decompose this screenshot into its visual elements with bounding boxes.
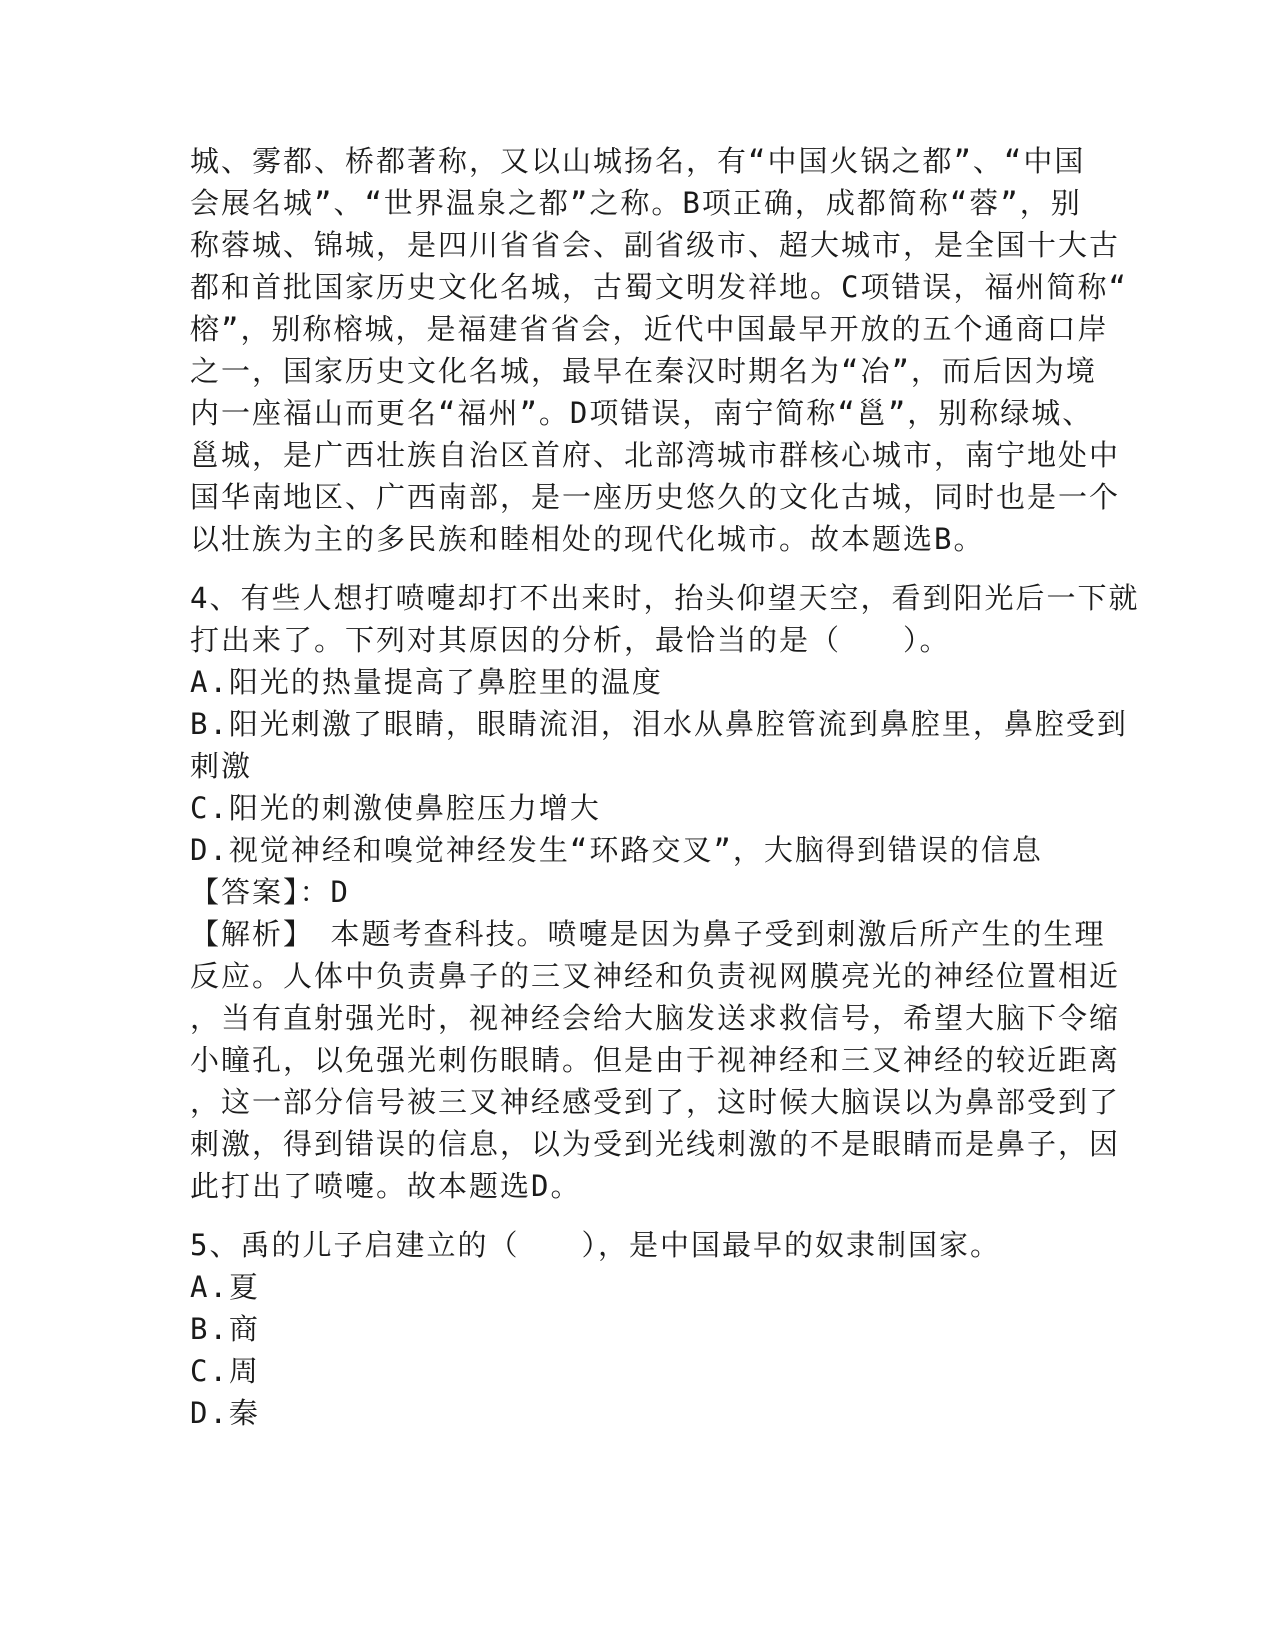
option-b: B.阳光刺激了眼睛，眼睛流泪，泪水从鼻腔管流到鼻腔里，鼻腔受到 [190,707,1128,741]
answer-line: 【答案】：D [190,875,350,909]
option-b-continued: 刺激 [190,749,253,783]
option-d: D.秦 [190,1396,260,1430]
analysis-line: ，当有直射强光时，视神经会给大脑发送求救信号，希望大脑下令缩 [190,1001,1121,1035]
analysis-line: ，这一部分信号被三叉神经感受到了，这时候大脑误以为鼻部受到了 [190,1085,1121,1119]
analysis-line: 反应。人体中负责鼻子的三叉神经和负责视网膜亮光的神经位置相近 [190,959,1121,993]
question-stem: 5、禹的儿子启建立的（ ），是中国最早的奴隶制国家。 [190,1228,1001,1262]
option-c: C.阳光的刺激使鼻腔压力增大 [190,791,601,825]
text-line: 榕”，别称榕城，是福建省省会，近代中国最早开放的五个通商口岸 [190,312,1109,346]
analysis-line: 此打出了喷嚏。故本题选D。 [190,1169,582,1203]
text-line: 称蓉城、锦城，是四川省省会、副省级市、超大城市，是全国十大古 [190,228,1121,262]
option-b: B.商 [190,1312,260,1346]
option-d: D.视觉神经和嗅觉神经发生“环路交叉”，大脑得到错误的信息 [190,833,1043,867]
question-stem: 打出来了。下列对其原因的分析，最恰当的是（ ）。 [190,623,951,657]
analysis-line: 【解析】 本题考查科技。喷嚏是因为鼻子受到刺激后所产生的生理 [190,917,1106,951]
text-line: 国华南地区、广西南部，是一座历史悠久的文化古城，同时也是一个 [190,480,1121,514]
option-a: A.夏 [190,1270,260,1304]
text-line: 之一，国家历史文化名城，最早在秦汉时期名为“冶”，而后因为境 [190,354,1097,388]
option-a: A.阳光的热量提高了鼻腔里的温度 [190,665,663,699]
option-c: C.周 [190,1354,260,1388]
text-line: 城、雾都、桥都著称，又以山城扬名，有“中国火锅之都”、“中国 [190,144,1086,178]
analysis-line: 小瞳孔，以免强光刺伤眼睛。但是由于视神经和三叉神经的较近距离 [190,1043,1121,1077]
text-line: 会展名城”、“世界温泉之都”之称。B项正确，成都简称“蓉”，别 [190,186,1082,220]
text-line: 内一座福山而更名“福州”。D项错误，南宁简称“邕”，别称绿城、 [190,396,1094,430]
text-line: 都和首批国家历史文化名城，古蜀文明发祥地。C项错误，福州简称“ [190,270,1128,304]
analysis-line: 刺激，得到错误的信息，以为受到光线刺激的不是眼睛而是鼻子，因 [190,1127,1121,1161]
question-stem: 4、有些人想打喷嚏却打不出来时，抬头仰望天空，看到阳光后一下就 [190,581,1140,615]
text-line: 邕城，是广西壮族自治区首府、北部湾城市群核心城市，南宁地处中 [190,438,1121,472]
text-line: 以壮族为主的多民族和睦相处的现代化城市。故本题选B。 [190,522,985,556]
